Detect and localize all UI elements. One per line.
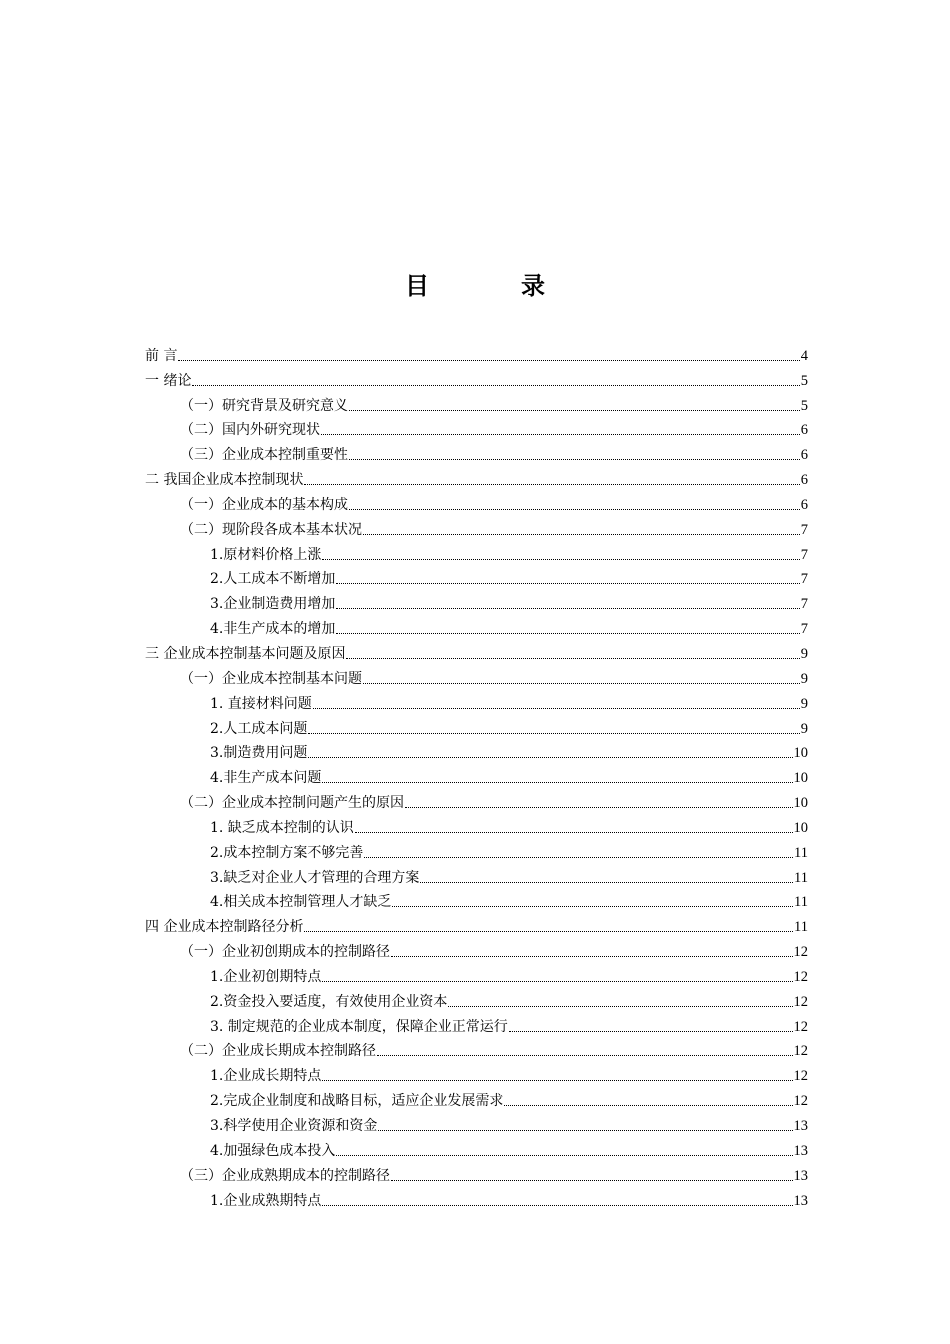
toc-entry[interactable] (145, 1037, 808, 1062)
toc-entry-page-number: 4 (800, 347, 808, 364)
toc-dot-leader (391, 956, 793, 957)
toc-entry-label: 3.企业制造费用增加 (210, 596, 336, 613)
toc-dot-leader (391, 1180, 793, 1181)
toc-entry[interactable] (145, 614, 808, 639)
toc-entry-label: 一 绪论 (145, 372, 192, 389)
toc-dot-leader (304, 931, 793, 932)
toc-entry[interactable] (145, 366, 808, 391)
toc-entry-label: 4.非生产成本问题 (210, 770, 322, 787)
toc-dot-leader (392, 906, 793, 907)
toc-entry-page-number: 6 (800, 496, 808, 513)
toc-entry[interactable] (145, 1161, 808, 1186)
toc-dot-leader (321, 434, 800, 435)
toc-dot-leader (178, 360, 799, 361)
toc-dot-leader (313, 708, 800, 709)
toc-entry-page-number: 9 (800, 645, 808, 662)
toc-entry-page-number: 7 (800, 546, 808, 563)
toc-entry-page-number: 6 (800, 447, 808, 464)
toc-entry[interactable] (145, 763, 808, 788)
toc-dot-leader (322, 1205, 792, 1206)
toc-entry-label: 四 企业成本控制路径分析 (145, 919, 304, 936)
toc-entry[interactable] (145, 813, 808, 838)
toc-entry[interactable] (145, 1061, 808, 1086)
toc-entry-label: 三 企业成本控制基本问题及原因 (145, 645, 346, 662)
toc-entry[interactable] (145, 962, 808, 987)
toc-dot-leader (349, 459, 800, 460)
toc-entry-label: 前 言 (145, 347, 178, 364)
toc-entry[interactable] (145, 589, 808, 614)
table-of-contents (145, 341, 808, 1211)
toc-entry-page-number: 13 (793, 1142, 808, 1159)
toc-entry-page-number: 7 (800, 596, 808, 613)
toc-dot-leader (322, 981, 792, 982)
toc-entry-page-number: 13 (793, 1192, 808, 1209)
toc-dot-leader (322, 559, 799, 560)
toc-entry[interactable] (145, 788, 808, 813)
toc-entry[interactable] (145, 689, 808, 714)
toc-entry-page-number: 5 (800, 397, 808, 414)
toc-entry-label: 2.人工成本不断增加 (210, 571, 336, 588)
toc-dot-leader (363, 683, 800, 684)
toc-dot-leader (336, 608, 799, 609)
toc-dot-leader (304, 484, 799, 485)
toc-entry-label: （二）企业成本控制问题产生的原因 (180, 795, 404, 812)
toc-entry-page-number: 7 (800, 521, 808, 538)
toc-entry-page-number: 12 (793, 1018, 808, 1035)
toc-entry-page-number: 13 (793, 1167, 808, 1184)
toc-entry-page-number: 9 (800, 670, 808, 687)
toc-entry-label: （三）企业成熟期成本的控制路径 (180, 1167, 390, 1184)
toc-entry-page-number: 12 (793, 944, 808, 961)
toc-entry-label: （一）企业成本控制基本问题 (180, 670, 362, 687)
toc-entry-page-number: 11 (794, 919, 808, 936)
toc-entry-page-number: 6 (800, 472, 808, 489)
toc-entry[interactable] (145, 1136, 808, 1161)
toc-dot-leader (378, 1130, 792, 1131)
toc-dot-leader (420, 882, 793, 883)
toc-entry-label: 3.缺乏对企业人才管理的合理方案 (210, 869, 420, 886)
toc-entry[interactable] (145, 465, 808, 490)
toc-entry-label: 4.非生产成本的增加 (210, 621, 336, 638)
toc-entry-page-number: 12 (793, 968, 808, 985)
toc-entry-page-number: 7 (800, 621, 808, 638)
toc-entry-label: （一）企业初创期成本的控制路径 (180, 944, 390, 961)
toc-entry[interactable] (145, 639, 808, 664)
toc-dot-leader (405, 807, 793, 808)
toc-dot-leader (364, 857, 793, 858)
toc-entry-label: 4.加强绿色成本投入 (210, 1142, 336, 1159)
toc-entry-label: 4.相关成本控制管理人才缺乏 (210, 894, 392, 911)
toc-entry-label: 1.企业成长期特点 (210, 1068, 322, 1085)
toc-entry[interactable] (145, 416, 808, 441)
toc-entry[interactable] (145, 391, 808, 416)
toc-dot-leader (322, 782, 792, 783)
toc-dot-leader (377, 1055, 793, 1056)
toc-entry[interactable] (145, 838, 808, 863)
toc-entry-label: 1.原材料价格上涨 (210, 546, 322, 563)
toc-entry-label: 2.资金投入要适度，有效使用企业资本 (210, 993, 448, 1010)
toc-entry-label: 二 我国企业成本控制现状 (145, 472, 304, 489)
toc-entry-label: 3.制造费用问题 (210, 745, 308, 762)
toc-entry[interactable] (145, 341, 808, 366)
toc-dot-leader (322, 1080, 792, 1081)
toc-entry[interactable] (145, 490, 808, 515)
toc-dot-leader (349, 509, 800, 510)
toc-entry-label: 1. 直接材料问题 (210, 695, 312, 712)
toc-entry-page-number: 6 (800, 422, 808, 439)
toc-entry-label: 3. 制定规范的企业成本制度，保障企业正常运行 (210, 1018, 508, 1035)
toc-entry[interactable] (145, 912, 808, 937)
toc-entry[interactable] (145, 440, 808, 465)
toc-entry-page-number: 12 (793, 993, 808, 1010)
toc-dot-leader (336, 1155, 792, 1156)
toc-entry[interactable] (145, 863, 808, 888)
toc-entry[interactable] (145, 664, 808, 689)
toc-entry[interactable] (145, 565, 808, 590)
toc-entry-label: （二）企业成长期成本控制路径 (180, 1043, 376, 1060)
toc-entry[interactable] (145, 888, 808, 913)
toc-dot-leader (349, 410, 800, 411)
toc-dot-leader (336, 583, 799, 584)
toc-dot-leader (336, 633, 799, 634)
toc-entry-label: （二）国内外研究现状 (180, 422, 320, 439)
toc-dot-leader (363, 534, 800, 535)
toc-entry-page-number: 10 (793, 795, 808, 812)
toc-dot-leader (346, 658, 799, 659)
toc-entry[interactable] (145, 1111, 808, 1136)
toc-entry-label: （一）研究背景及研究意义 (180, 397, 348, 414)
toc-entry[interactable] (145, 937, 808, 962)
toc-entry-page-number: 10 (793, 819, 808, 836)
toc-entry-label: 3.科学使用企业资源和资金 (210, 1118, 378, 1134)
toc-entry[interactable] (145, 540, 808, 565)
toc-dot-leader (509, 1031, 793, 1032)
toc-dot-leader (448, 1006, 792, 1007)
toc-entry-label: 1.企业初创期特点 (210, 968, 322, 985)
toc-dot-leader (308, 757, 792, 758)
toc-entry-label: 1. 缺乏成本控制的认识 (210, 819, 354, 836)
toc-entry-page-number: 12 (793, 1043, 808, 1060)
toc-entry[interactable] (145, 1186, 808, 1211)
toc-entry[interactable] (145, 1086, 808, 1111)
toc-entry[interactable] (145, 987, 808, 1012)
toc-entry-label: 2.成本控制方案不够完善 (210, 844, 364, 861)
toc-entry[interactable] (145, 1012, 808, 1037)
toc-entry-page-number: 9 (800, 695, 808, 712)
toc-title: 目 录 (405, 272, 579, 300)
toc-entry[interactable] (145, 739, 808, 764)
toc-entry[interactable] (145, 714, 808, 739)
toc-entry-page-number: 12 (793, 1068, 808, 1085)
toc-entry-page-number: 9 (800, 720, 808, 737)
toc-entry-page-number: 11 (794, 869, 808, 886)
toc-entry-label: 2.完成企业制度和战略目标，适应企业发展需求 (210, 1093, 504, 1110)
toc-entry-label: （三）企业成本控制重要性 (180, 447, 348, 464)
toc-entry-label: 2.人工成本问题 (210, 720, 308, 737)
toc-entry-label: 1.企业成熟期特点 (210, 1192, 322, 1209)
toc-entry[interactable] (145, 515, 808, 540)
toc-entry-label: （二）现阶段各成本基本状况 (180, 521, 362, 538)
toc-entry-page-number: 5 (800, 372, 808, 389)
toc-entry-page-number: 11 (794, 844, 808, 861)
toc-entry-page-number: 7 (800, 571, 808, 588)
toc-entry-page-number: 10 (793, 770, 808, 787)
toc-entry-page-number: 13 (793, 1118, 808, 1134)
toc-dot-leader (192, 385, 799, 386)
toc-entry-page-number: 12 (793, 1093, 808, 1110)
toc-dot-leader (308, 733, 799, 734)
toc-entry-page-number: 10 (793, 745, 808, 762)
toc-entry-label: （一）企业成本的基本构成 (180, 496, 348, 513)
toc-entry-page-number: 11 (794, 894, 808, 911)
toc-dot-leader (355, 832, 793, 833)
toc-dot-leader (504, 1105, 792, 1106)
